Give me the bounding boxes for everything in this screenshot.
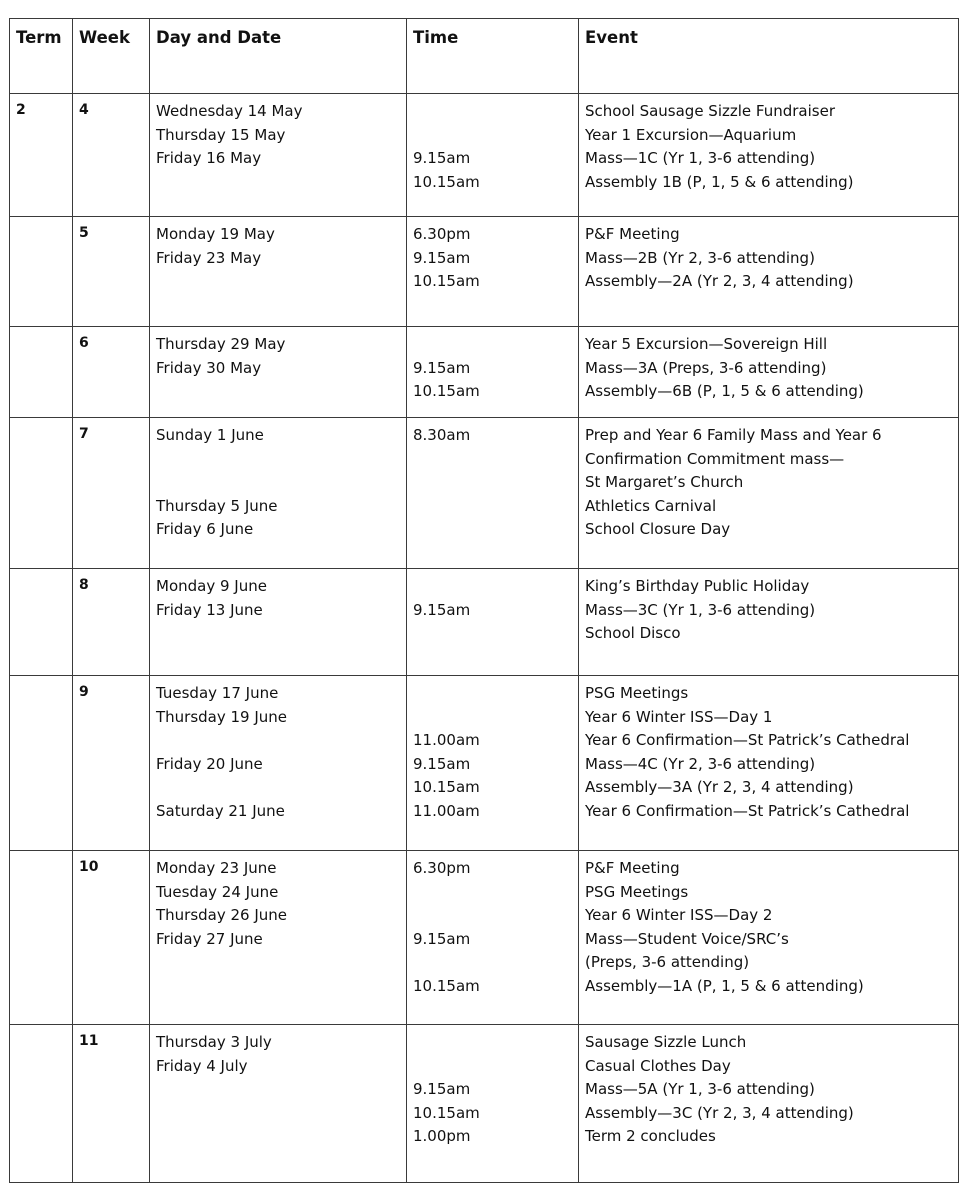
time-line: 10.15am <box>413 976 480 995</box>
time-line: 9.15am <box>413 600 471 619</box>
day-line: Sunday 1 June <box>156 426 264 444</box>
event-line: Prep and Year 6 Family Mass and Year 6 <box>585 426 882 444</box>
time-line: 10.15am <box>413 272 480 291</box>
event-line: PSG Meetings <box>585 684 689 702</box>
table-row <box>10 676 959 851</box>
table-row <box>10 569 959 676</box>
event-line: St Margaret’s Church <box>585 473 744 492</box>
day-line: Tuesday 17 June <box>156 684 279 702</box>
time-cell <box>407 676 579 851</box>
day-line: Friday 23 May <box>156 248 262 267</box>
event-cell <box>579 1025 959 1183</box>
time-line: 9.15am <box>413 248 471 267</box>
day-line: Friday 16 May <box>156 149 262 168</box>
day-line: Friday 27 June <box>156 929 263 948</box>
event-line: Year 6 Confirmation—St Patrick’s Cathedral <box>585 731 910 750</box>
day-and-date-cell <box>150 1025 407 1183</box>
event-line: Term 2 concludes <box>585 1127 716 1146</box>
day-line: Wednesday 14 May <box>156 102 303 120</box>
day-line: Friday 6 June <box>156 520 254 539</box>
event-cell <box>579 569 959 676</box>
event-line: Mass—3C (Yr 1, 3-6 attending) <box>585 600 816 619</box>
header-term: Term <box>10 19 73 94</box>
event-line: Mass—1C (Yr 1, 3-6 attending) <box>585 149 816 168</box>
week-cell: 9 <box>73 676 150 851</box>
event-cell <box>579 676 959 851</box>
time-cell <box>407 569 579 676</box>
day-line: Friday 4 July <box>156 1056 248 1075</box>
day-line: Friday 13 June <box>156 600 263 619</box>
time-line: 10.15am <box>413 1103 480 1122</box>
week-cell: 8 <box>73 569 150 676</box>
time-line: 10.15am <box>413 172 480 191</box>
time-line <box>413 1055 578 1079</box>
day-line: Monday 23 June <box>156 859 277 877</box>
event-line: (Preps, 3-6 attending) <box>585 953 750 972</box>
event-line: Year 6 Winter ISS—Day 1 <box>585 707 773 726</box>
week-cell: 6 <box>73 327 150 418</box>
time-line <box>413 575 578 599</box>
table-row <box>10 1025 959 1183</box>
time-line <box>413 706 578 730</box>
day-line <box>156 1078 406 1102</box>
day-and-date-cell <box>150 569 407 676</box>
day-line <box>156 270 406 294</box>
event-line: School Closure Day <box>585 520 731 539</box>
header-time: Time <box>407 19 579 94</box>
day-line: Tuesday 24 June <box>156 882 279 901</box>
day-line <box>156 622 406 646</box>
table-row <box>10 851 959 1025</box>
event-line: Assembly—3C (Yr 2, 3, 4 attending) <box>585 1103 854 1122</box>
week-cell: 10 <box>73 851 150 1025</box>
time-line: 11.00am <box>413 731 480 750</box>
time-line: 6.30pm <box>413 859 471 877</box>
day-line: Thursday 3 July <box>156 1033 272 1051</box>
time-line <box>413 951 578 975</box>
event-line: Assembly—3A (Yr 2, 3, 4 attending) <box>585 778 854 797</box>
header-row <box>10 19 959 94</box>
week-cell: 11 <box>73 1025 150 1183</box>
day-and-date-cell <box>150 94 407 217</box>
day-line: Monday 19 May <box>156 225 275 243</box>
term-cell <box>10 327 73 418</box>
table-row <box>10 217 959 327</box>
event-line: Assembly 1B (P, 1, 5 & 6 attending) <box>585 172 854 191</box>
day-line <box>156 380 406 404</box>
header-week: Week <box>73 19 150 94</box>
time-line: 9.15am <box>413 754 471 773</box>
day-line <box>156 1102 406 1126</box>
day-line <box>156 776 406 800</box>
event-line: Mass—5A (Yr 1, 3-6 attending) <box>585 1080 815 1099</box>
time-line <box>413 495 578 519</box>
time-line: 9.15am <box>413 929 471 948</box>
table-row <box>10 94 959 217</box>
day-line: Thursday 5 June <box>156 496 278 515</box>
time-line: 9.15am <box>413 358 471 377</box>
time-line: 11.00am <box>413 801 480 820</box>
header-day-and-date: Day and Date <box>150 19 407 94</box>
day-line: Thursday 19 June <box>156 707 288 726</box>
day-and-date-cell <box>150 327 407 418</box>
term-cell <box>10 418 73 569</box>
event-line: King’s Birthday Public Holiday <box>585 577 810 595</box>
calendar-sheet <box>9 18 958 1183</box>
week-cell: 4 <box>73 94 150 217</box>
term-cell: 2 <box>10 94 73 217</box>
term-cell <box>10 851 73 1025</box>
time-line <box>413 904 578 928</box>
day-and-date-cell <box>150 676 407 851</box>
day-line <box>156 448 406 472</box>
event-line: Sausage Sizzle Lunch <box>585 1033 747 1051</box>
time-line <box>413 124 578 148</box>
event-line: Assembly—6B (P, 1, 5 & 6 attending) <box>585 382 864 401</box>
event-line: Athletics Carnival <box>585 496 717 515</box>
time-line <box>413 448 578 472</box>
day-line: Thursday 29 May <box>156 335 286 353</box>
day-line <box>156 471 406 495</box>
day-line: Thursday 26 June <box>156 906 288 925</box>
day-line <box>156 171 406 195</box>
time-line: 8.30am <box>413 426 471 444</box>
event-cell <box>579 327 959 418</box>
event-line: Casual Clothes Day <box>585 1056 731 1075</box>
event-line: Year 6 Confirmation—St Patrick’s Cathedral <box>585 801 910 820</box>
day-line <box>156 1125 406 1149</box>
event-line: Year 6 Winter ISS—Day 2 <box>585 906 773 925</box>
event-cell <box>579 851 959 1025</box>
time-line <box>413 100 578 124</box>
event-line: Mass—Student Voice/SRC’s <box>585 929 789 948</box>
day-line: Friday 30 May <box>156 358 262 377</box>
time-line <box>413 471 578 495</box>
term-calendar-table <box>9 18 959 1183</box>
event-line: School Sausage Sizzle Fundraiser <box>585 102 835 120</box>
time-line <box>413 682 578 706</box>
event-line: Year 5 Excursion—Sovereign Hill <box>585 335 828 353</box>
term-cell <box>10 676 73 851</box>
time-line <box>413 881 578 905</box>
table-row <box>10 418 959 569</box>
event-line: Assembly—1A (P, 1, 5 & 6 attending) <box>585 976 864 995</box>
time-line <box>413 622 578 646</box>
time-line: 9.15am <box>413 1080 471 1099</box>
time-line: 9.15am <box>413 149 471 168</box>
event-line: Year 1 Excursion—Aquarium <box>585 125 797 144</box>
event-line: PSG Meetings <box>585 882 689 901</box>
term-cell <box>10 569 73 676</box>
time-line <box>413 1031 578 1055</box>
day-line: Thursday 15 May <box>156 125 286 144</box>
time-line: 6.30pm <box>413 225 471 243</box>
event-line: Mass—2B (Yr 2, 3-6 attending) <box>585 248 815 267</box>
time-line: 10.15am <box>413 382 480 401</box>
time-cell <box>407 217 579 327</box>
day-line: Monday 9 June <box>156 577 267 595</box>
day-and-date-cell <box>150 418 407 569</box>
day-and-date-cell <box>150 851 407 1025</box>
header-event: Event <box>579 19 959 94</box>
event-line: Mass—3A (Preps, 3-6 attending) <box>585 358 827 377</box>
time-cell <box>407 851 579 1025</box>
time-line <box>413 333 578 357</box>
term-cell <box>10 1025 73 1183</box>
day-line: Friday 20 June <box>156 754 263 773</box>
day-line: Saturday 21 June <box>156 801 285 820</box>
day-line <box>156 729 406 753</box>
event-cell <box>579 217 959 327</box>
event-line: School Disco <box>585 624 681 643</box>
event-line: Confirmation Commitment mass— <box>585 449 845 468</box>
event-line: Assembly—2A (Yr 2, 3, 4 attending) <box>585 272 854 291</box>
week-cell: 7 <box>73 418 150 569</box>
day-and-date-cell <box>150 217 407 327</box>
time-line: 10.15am <box>413 778 480 797</box>
time-cell <box>407 418 579 569</box>
table-row <box>10 327 959 418</box>
event-cell <box>579 418 959 569</box>
term-cell <box>10 217 73 327</box>
event-line: Mass—4C (Yr 2, 3-6 attending) <box>585 754 816 773</box>
time-cell <box>407 327 579 418</box>
day-line <box>156 951 406 975</box>
time-cell <box>407 94 579 217</box>
event-line: P&F Meeting <box>585 225 680 243</box>
event-line: P&F Meeting <box>585 859 680 877</box>
week-cell: 5 <box>73 217 150 327</box>
time-cell <box>407 1025 579 1183</box>
day-line <box>156 975 406 999</box>
time-line: 1.00pm <box>413 1127 471 1146</box>
event-cell <box>579 94 959 217</box>
time-line <box>413 518 578 542</box>
